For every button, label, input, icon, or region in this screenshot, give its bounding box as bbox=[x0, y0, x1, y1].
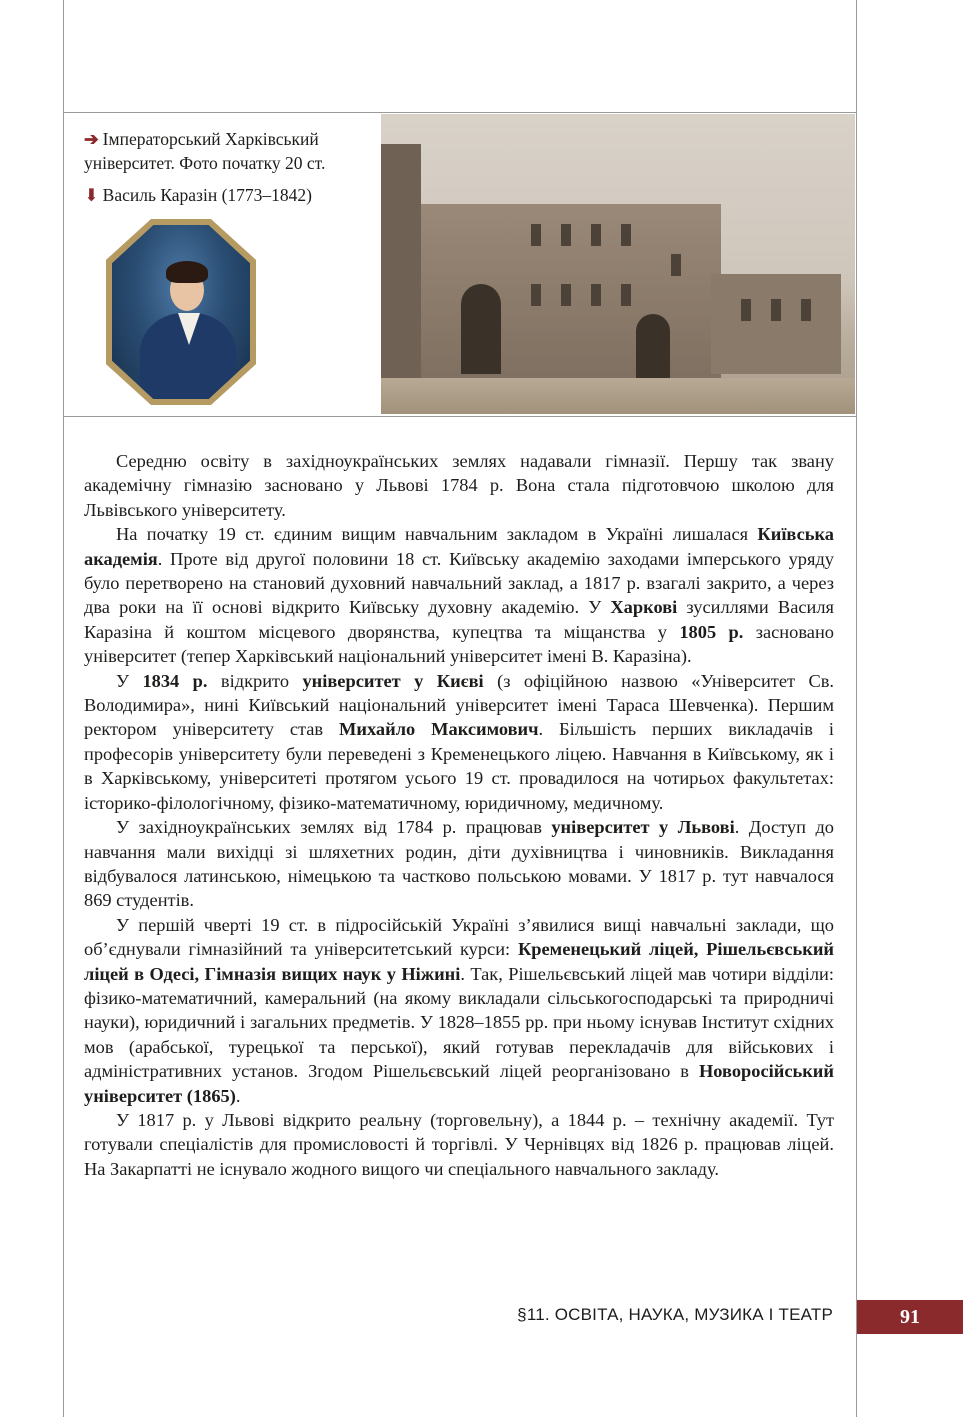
text-run: У bbox=[116, 670, 143, 691]
photo-window bbox=[771, 299, 781, 321]
paragraph bbox=[84, 913, 834, 1108]
bold-term: 1834 р. bbox=[142, 670, 208, 691]
arrow-down-icon: ⬇ bbox=[84, 185, 99, 205]
bold-term: 1805 р. bbox=[679, 621, 744, 642]
text-run: . bbox=[235, 1085, 241, 1106]
photo-window bbox=[621, 224, 631, 246]
photo-window bbox=[621, 284, 631, 306]
paragraph bbox=[84, 449, 834, 522]
section-title: §11. ОСВІТА, НАУКА, МУЗИКА І ТЕАТР bbox=[517, 1305, 833, 1324]
paragraph bbox=[84, 522, 834, 668]
bold-term: університет у Києві bbox=[302, 670, 484, 691]
page-number: 91 bbox=[857, 1300, 963, 1334]
photo-window bbox=[591, 284, 601, 306]
text-run: зусиллями Василя Каразіна й коштом місцевого дворянства, купецтва та міщанства у bbox=[84, 597, 834, 642]
text-run: Середню освіту в західноукраїнських землях надавали гімназії. Першу так звану академічну гімназію засновано у Львові 1784 р. Вона стала підготовчою школою для Львівського університету. bbox=[84, 451, 834, 520]
photo-window bbox=[561, 284, 571, 306]
text-run: . Більшість перших викладачів і професорів університету були переведені з Кременецького ліцею. Навчання в Київському, як і в Харківському, університеті протягом усього 19 ст. провадилося на чотирьох факультетах: історико-філологічному, фізико-математичному, юридичному, медичному. bbox=[84, 719, 834, 813]
kharkiv-university-photo bbox=[381, 114, 855, 414]
portrait-background bbox=[112, 225, 250, 399]
bold-term: Михайло Максимович bbox=[339, 719, 539, 740]
text-run: У західноукраїнських землях від 1784 р. працював bbox=[116, 817, 552, 838]
text-run: . Проте від другої половини 18 ст. Київську академію заходами імперського уряду було перетворено на становий духовний навчальний заклад, а 1817 р. взагалі закрито, а через два роки на її основі відкрито Київську духовну академію. У bbox=[84, 548, 834, 618]
photo-passage-arch bbox=[636, 314, 670, 378]
bold-term: Київська академія bbox=[84, 524, 834, 569]
portrait-caption bbox=[84, 183, 374, 207]
photo-window bbox=[741, 299, 751, 321]
portrait-hair bbox=[166, 261, 208, 283]
photo-caption-text: Імператорський Харківський університет. Фото початку 20 ст. bbox=[84, 129, 326, 173]
paragraph bbox=[84, 815, 834, 913]
bold-term: Харкові bbox=[610, 597, 678, 618]
text-run: На початку 19 ст. єдиним вищим навчальним закладом в Україні лишалася bbox=[116, 524, 758, 545]
photo-gate-arch bbox=[461, 284, 501, 374]
photo-window bbox=[801, 299, 811, 321]
text-run: У 1817 р. у Львові відкрито реальну (торговельну), а 1844 р. – технічну академії. Тут готували спеціалістів для промисловості й торгівлі. У Чернівцях від 1826 р. працював ліцей. На Закарпатті не існувало жодного вищого чи спеціального навчального закладу. bbox=[84, 1109, 834, 1179]
photo-caption bbox=[84, 127, 374, 175]
photo-building-wing bbox=[711, 274, 841, 374]
bold-term: Кременецький ліцей, Рішельєвський ліцей в Одесі, Гімназія вищих наук у Ніжині bbox=[84, 939, 835, 984]
photo-left-building bbox=[381, 144, 421, 404]
text-run: . Доступ до навчання мали вихідці зі шляхетних родин, діти духівництва і чиновників. Викладання відбувалося латинською, німецькою та частково польською мовами. У 1817 р. тут навчалося 869 студентів. bbox=[84, 817, 834, 911]
text-run: У першій чверті 19 ст. в підросійській Україні з’явилися вищі навчальні заклади, що об’єднували гімназійний та університетський курси: bbox=[84, 914, 834, 960]
right-margin-rule bbox=[856, 0, 857, 1417]
karazin-portrait-image bbox=[106, 219, 256, 405]
figure-top-rule bbox=[63, 112, 857, 113]
text-run: відкрито bbox=[207, 670, 303, 691]
text-run: . Так, Рішельєвський ліцей мав чотири відділи: фізико-математичний, камеральний (на якому викладали сільськогосподарські та природничі науки), юридичний і загальних предметів. У 1828–1855 рр. при ньому існував Інститут східних мов (арабської, турецької та перської), який готував перекладачів для військових і адміністративних установ. Згодом Рішельєвський ліцей реорганізовано в bbox=[84, 963, 834, 1082]
photo-window bbox=[531, 284, 541, 306]
photo-window bbox=[671, 254, 681, 276]
bold-term: Новоросійський університет (1865) bbox=[84, 1061, 834, 1106]
photo-window bbox=[591, 224, 601, 246]
paragraph bbox=[84, 1108, 834, 1181]
photo-street bbox=[381, 378, 855, 414]
figure-bottom-rule bbox=[63, 416, 857, 417]
photo-window bbox=[531, 224, 541, 246]
text-run: (з офіційною назвою «Університет Св. Володимира», нині Київський національний університет імені Тараса Шевченка). Першим ректором університету став bbox=[84, 670, 834, 740]
left-margin-rule bbox=[63, 0, 64, 1417]
bold-term: університет у Львові bbox=[551, 817, 735, 838]
figure-captions bbox=[84, 127, 374, 215]
photo-window bbox=[561, 224, 571, 246]
main-text bbox=[84, 449, 834, 1181]
arrow-right-icon: ➔ bbox=[84, 129, 99, 149]
portrait-caption-text: Василь Каразін (1773–1842) bbox=[102, 185, 312, 205]
text-run: засновано університет (тепер Харківський національний університет імені В. Каразіна). bbox=[84, 621, 834, 667]
paragraph bbox=[84, 669, 834, 815]
